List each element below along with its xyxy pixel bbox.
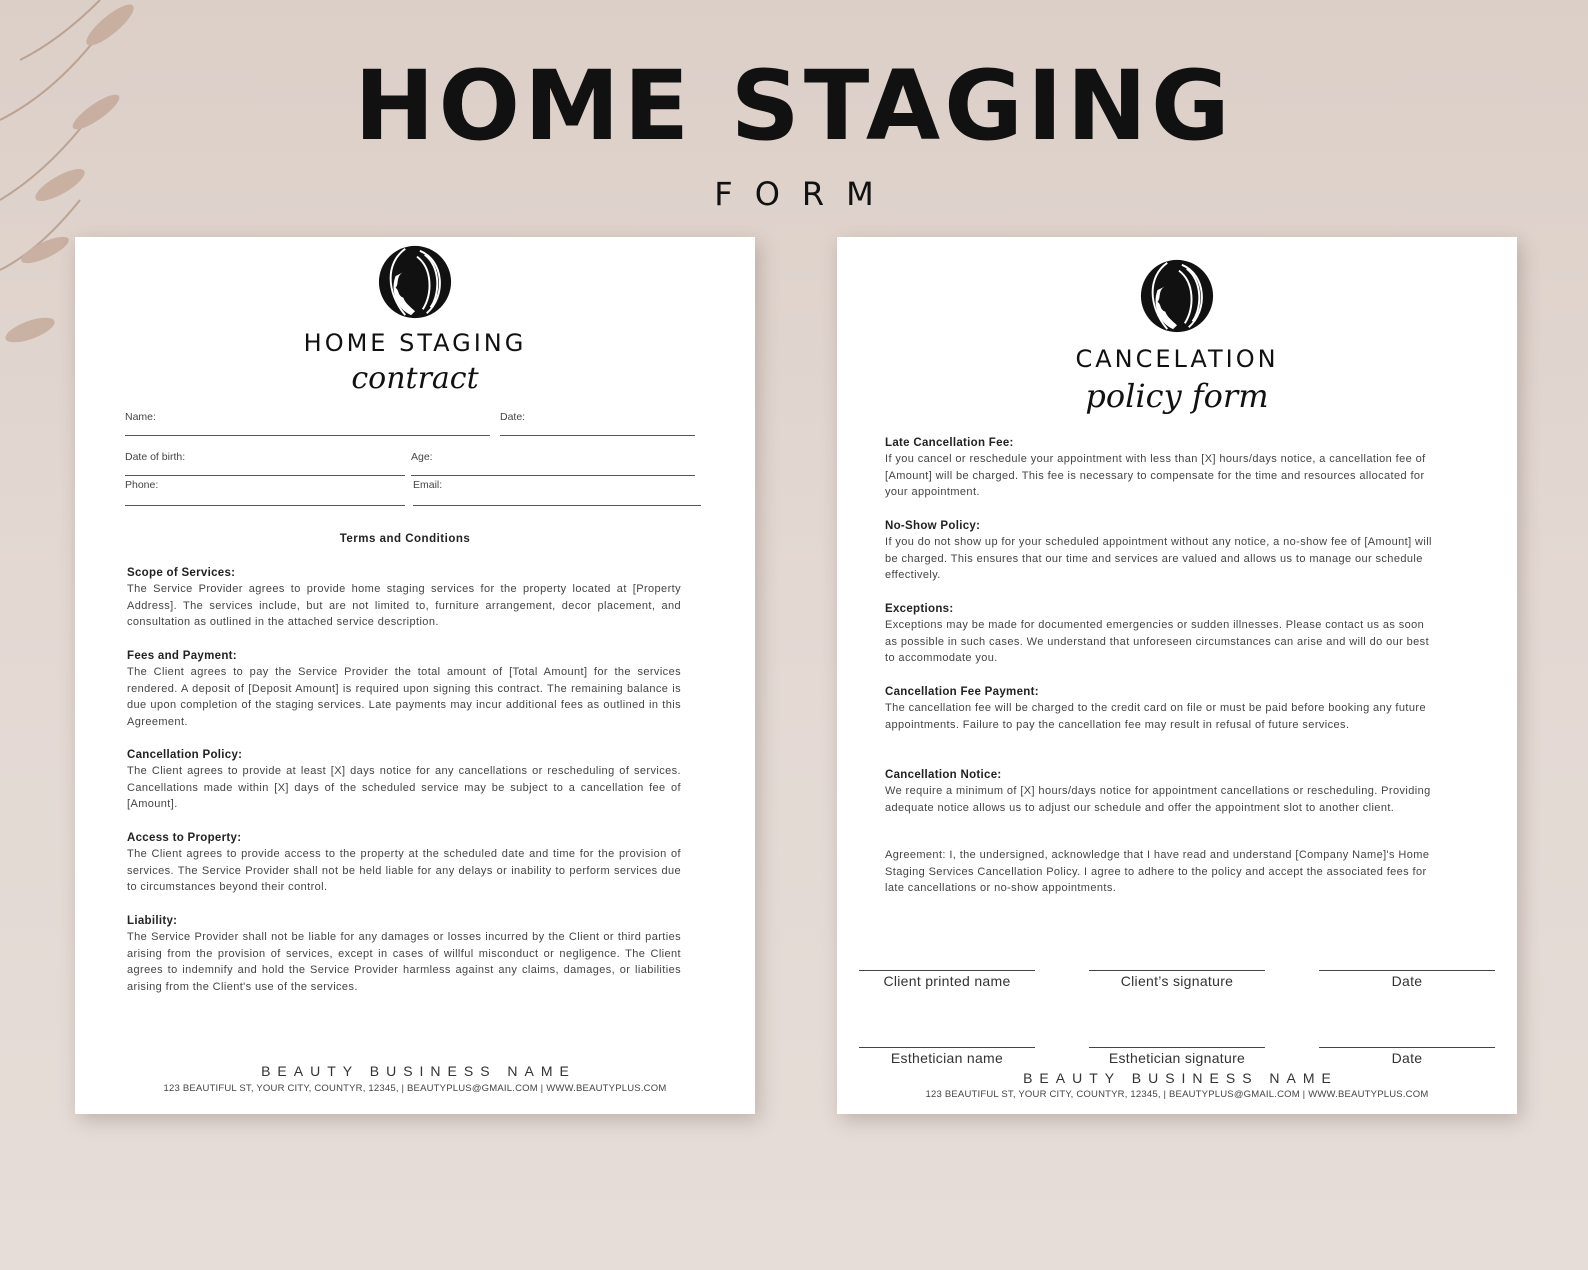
section-title: Cancellation Policy:	[127, 749, 243, 761]
notice-section	[885, 767, 1440, 816]
phone-label: Phone:	[125, 479, 159, 491]
section-body: The Service Provider agrees to provide home staging services for the property located at [Property Address]. The services include, but are not limited to, furniture arrangement, decor placement, and consultation as outlined in the attached service description.	[127, 583, 681, 629]
section-title: Late Cancellation Fee:	[885, 437, 1014, 449]
email-label: Email:	[413, 479, 443, 491]
esthetician-date-line[interactable]: Date	[1319, 1047, 1495, 1066]
esthetician-signature-line[interactable]: Esthetician signature	[1089, 1047, 1265, 1066]
business-name: BEAUTY BUSINESS NAME	[261, 1063, 576, 1079]
scope-section	[127, 565, 681, 631]
section-body: The Client agrees to provide access to the property at the scheduled date and time for the provision of services. The Service Provider shall not be held liable for any delays or inability to perform services due to circumstances beyond their control.	[127, 848, 681, 894]
fee-payment-section	[885, 684, 1440, 733]
client-printed-name-line[interactable]: Client printed name	[859, 970, 1035, 989]
contract-page	[75, 237, 755, 1114]
date-label: Date:	[500, 411, 526, 423]
section-title: Fees and Payment:	[127, 650, 237, 662]
section-body: If you do not show up for your scheduled appointment without any notice, a no-show fee of [Amount] will be charged. This ensures that our time and services are valued and allows us to manage our schedule effectively.	[885, 536, 1432, 582]
woman-profile-logo-icon	[1138, 257, 1216, 335]
date-of-birth-field[interactable]	[125, 451, 405, 476]
client-signature-line[interactable]: Client’s signature	[1089, 970, 1265, 989]
section-title: Exceptions:	[885, 603, 954, 615]
section-body: The Client agrees to provide at least [X] days notice for any cancellations or rescheduling of services. Cancellations made within [X] days of the scheduled service may be subject to a cancellation fee of [Amount].	[127, 765, 681, 811]
date-of-birth-label: Date of birth:	[125, 451, 186, 463]
phone-field[interactable]	[125, 479, 405, 506]
woman-profile-logo-icon	[376, 243, 454, 321]
section-title: Scope of Services:	[127, 567, 236, 579]
policy-title: CANCELATION	[1075, 345, 1279, 373]
name-field[interactable]	[125, 411, 490, 436]
section-body: The Service Provider shall not be liable for any damages or losses incurred by the Client or third parties arising from the provision of services, except in cases of willful misconduct or negligence. The Client agrees to indemnify and hold the Service Provider harmless against any claims, damages, or liabilities arising from the Client's use of the services.	[127, 931, 681, 993]
hero-subtitle: FORM	[714, 175, 896, 213]
no-show-section	[885, 518, 1440, 584]
agreement-text: Agreement: I, the undersigned, acknowledge that I have read and understand [Company Name]'s Home Staging Services Cancellation Policy. I agree to adhere to the policy and accept the associated fees for late cancellations or no-show appointments.	[885, 849, 1430, 895]
late-cancellation-section	[885, 435, 1440, 501]
cancelation-policy-page	[837, 237, 1517, 1114]
section-body: The cancellation fee will be charged to the credit card on file or must be paid before booking any future appointments. Failure to pay the cancellation fee may result in refusal of future services.	[885, 702, 1426, 731]
name-label: Name:	[125, 411, 156, 423]
section-body: If you cancel or reschedule your appointment with less than [X] hours/days notice, a cancellation fee of [Amount] will be charged. This fee is necessary to compensate for the time and resources allocated for your appointment.	[885, 453, 1426, 499]
policy-script-subtitle: policy form	[1085, 377, 1269, 415]
business-address: 123 BEAUTIFUL ST, YOUR CITY, COUNTYR, 12345, | BEAUTYPLUS@GMAIL.COM | WWW.BEAUTYPLUS.COM	[163, 1083, 667, 1094]
contract-title: HOME STAGING	[303, 329, 527, 357]
business-name: BEAUTY BUSINESS NAME	[1023, 1070, 1338, 1086]
section-title: Liability:	[127, 915, 178, 927]
section-body: Exceptions may be made for documented emergencies or sudden illnesses. Please contact us as soon as possible in such cases. We understand that unforeseen circumstances can arise and will do our best to accommodate you.	[885, 619, 1430, 665]
section-title: Access to Property:	[127, 832, 242, 844]
section-body: We require a minimum of [X] hours/days notice for appointment cancellations or rescheduling. Providing adequate notice allows us to adjust our schedule and offer the appointment slot to another client.	[885, 785, 1431, 814]
access-section	[127, 830, 681, 896]
section-title: Cancellation Fee Payment:	[885, 686, 1039, 698]
exceptions-section	[885, 601, 1440, 667]
email-field[interactable]	[413, 479, 701, 506]
business-address: 123 BEAUTIFUL ST, YOUR CITY, COUNTYR, 12345, | BEAUTYPLUS@GMAIL.COM | WWW.BEAUTYPLUS.COM	[925, 1089, 1429, 1100]
section-title: Cancellation Notice:	[885, 769, 1002, 781]
section-title: No-Show Policy:	[885, 520, 981, 532]
liability-section	[127, 913, 681, 995]
terms-heading: Terms and Conditions	[339, 533, 471, 545]
esthetician-name-line[interactable]: Esthetician name	[859, 1047, 1035, 1066]
section-body: The Client agrees to pay the Service Provider the total amount of [Total Amount] for the services rendered. A deposit of [Deposit Amount] is required upon signing this contract. The remaining balance is due upon completion of the staging services. Late payments may incur additional fees as outlined in this Agreement.	[127, 666, 681, 728]
client-date-line[interactable]: Date	[1319, 970, 1495, 989]
hero-title: HOME STAGING	[354, 50, 1234, 162]
contract-script-subtitle: contract	[351, 361, 479, 396]
cancellation-section	[127, 747, 681, 813]
age-field[interactable]	[411, 451, 695, 476]
age-label: Age:	[411, 451, 433, 463]
date-field[interactable]	[500, 411, 695, 436]
fees-section	[127, 648, 681, 730]
